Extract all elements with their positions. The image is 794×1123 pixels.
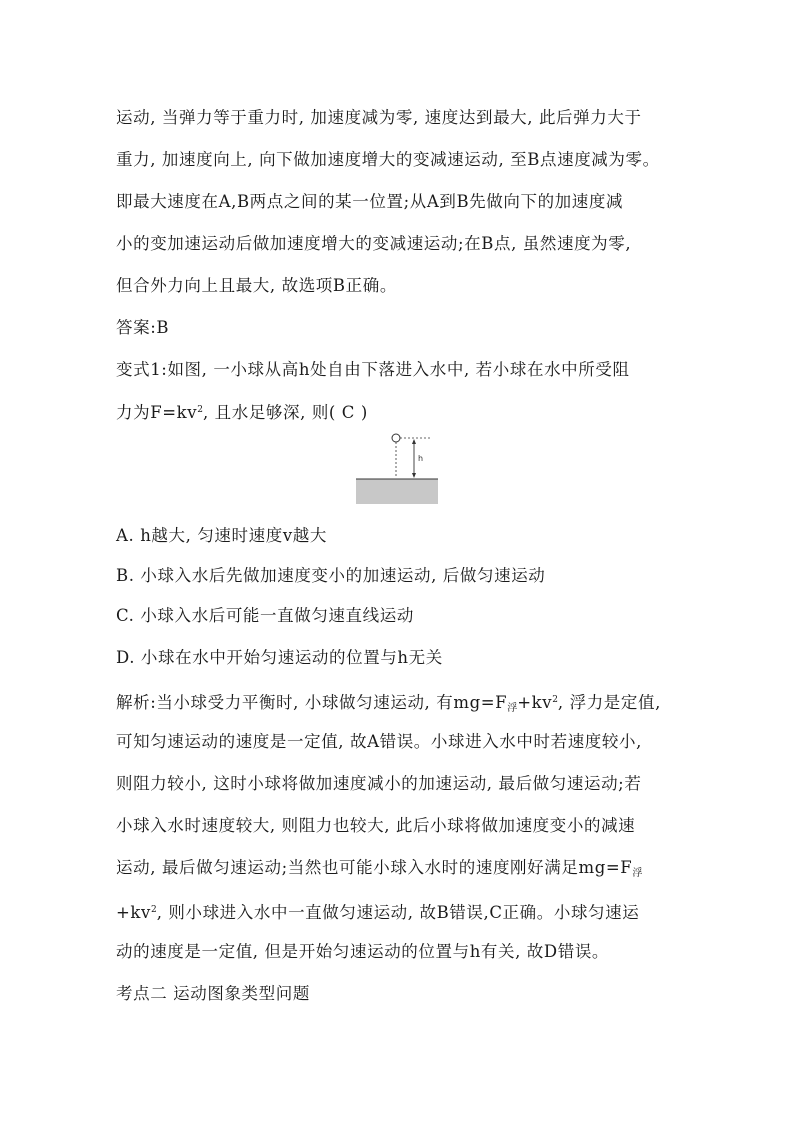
answer-line: 答案:B bbox=[116, 318, 170, 337]
solution-line-6 bbox=[116, 900, 639, 923]
water-region bbox=[356, 479, 438, 504]
solution-line-5 bbox=[116, 858, 642, 884]
text-line-1: 运动, 当弹力等于重力时, 加速度减为零, 速度达到最大, 此后弹力大于 bbox=[116, 108, 642, 127]
solution-text: , 浮力是定值, bbox=[557, 693, 661, 712]
section-heading: 考点二 运动图象类型问题 bbox=[116, 984, 310, 1003]
solution-text: +kv bbox=[517, 693, 553, 712]
solution-line-1 bbox=[116, 690, 661, 719]
ball-water-figure bbox=[352, 430, 442, 510]
solution-text: +kv bbox=[116, 903, 151, 922]
height-label: h bbox=[418, 454, 424, 463]
solution-line-4: 小球入水时速度较大, 则阻力也较大, 此后小球将做加速度变小的减速 bbox=[116, 816, 636, 835]
solution-text: 运动, 最后做匀速运动;当然也可能小球入水时的速度刚好满足mg=F bbox=[116, 858, 633, 877]
superscript: 2 bbox=[150, 905, 157, 915]
subscript-buoyancy: 浮 bbox=[632, 868, 643, 879]
variant-question-line-2 bbox=[116, 400, 368, 423]
solution-text: 解析:当小球受力平衡时, 小球做匀速运动, 有mg=F bbox=[116, 693, 508, 712]
ball-water-diagram bbox=[352, 430, 442, 510]
ball-circle bbox=[392, 434, 400, 442]
solution-line-7: 动的速度是一定值, 但是开始匀速运动的位置与h有关, 故D错误。 bbox=[116, 942, 610, 961]
question-tail: , 且水足够深, 则( C ) bbox=[202, 403, 368, 422]
option-b: B. 小球入水后先做加速度变小的加速运动, 后做匀速运动 bbox=[116, 566, 546, 585]
option-c: C. 小球入水后可能一直做匀速直线运动 bbox=[116, 606, 414, 625]
solution-line-2: 可知匀速运动的速度是一定值, 故A错误。小球进入水中时若速度较小, bbox=[116, 732, 642, 751]
option-a: A. h越大, 匀速时速度v越大 bbox=[116, 526, 327, 545]
superscript: 2 bbox=[197, 405, 203, 415]
solution-text: , 则小球进入水中一直做匀速运动, 故B错误,C正确。小球匀速运 bbox=[156, 903, 640, 922]
text-line-4: 小的变加速运动后做加速度增大的变减速运动;在B点, 虽然速度为零, bbox=[116, 234, 632, 253]
variant-question-line-1: 变式1:如图, 一小球从高h处自由下落进入水中, 若小球在水中所受阻 bbox=[116, 360, 630, 379]
option-d: D. 小球在水中开始匀速运动的位置与h无关 bbox=[116, 648, 443, 667]
solution-line-3: 则阻力较小, 这时小球将做加速度减小的加速运动, 最后做匀速运动;若 bbox=[116, 774, 642, 793]
text-line-5: 但合外力向上且最大, 故选项B正确。 bbox=[116, 276, 397, 295]
superscript: 2 bbox=[552, 695, 558, 705]
height-arrow-down bbox=[412, 473, 416, 478]
formula-text: 力为F=kv bbox=[116, 403, 198, 422]
text-line-3: 即最大速度在A,B两点之间的某一位置;从A到B先做向下的加速度减 bbox=[116, 192, 624, 211]
subscript-buoyancy: 浮 bbox=[507, 703, 518, 714]
height-arrow-up bbox=[412, 439, 416, 444]
text-line-2: 重力, 加速度向上, 向下做加速度增大的变减速运动, 至B点速度减为零。 bbox=[116, 150, 660, 169]
